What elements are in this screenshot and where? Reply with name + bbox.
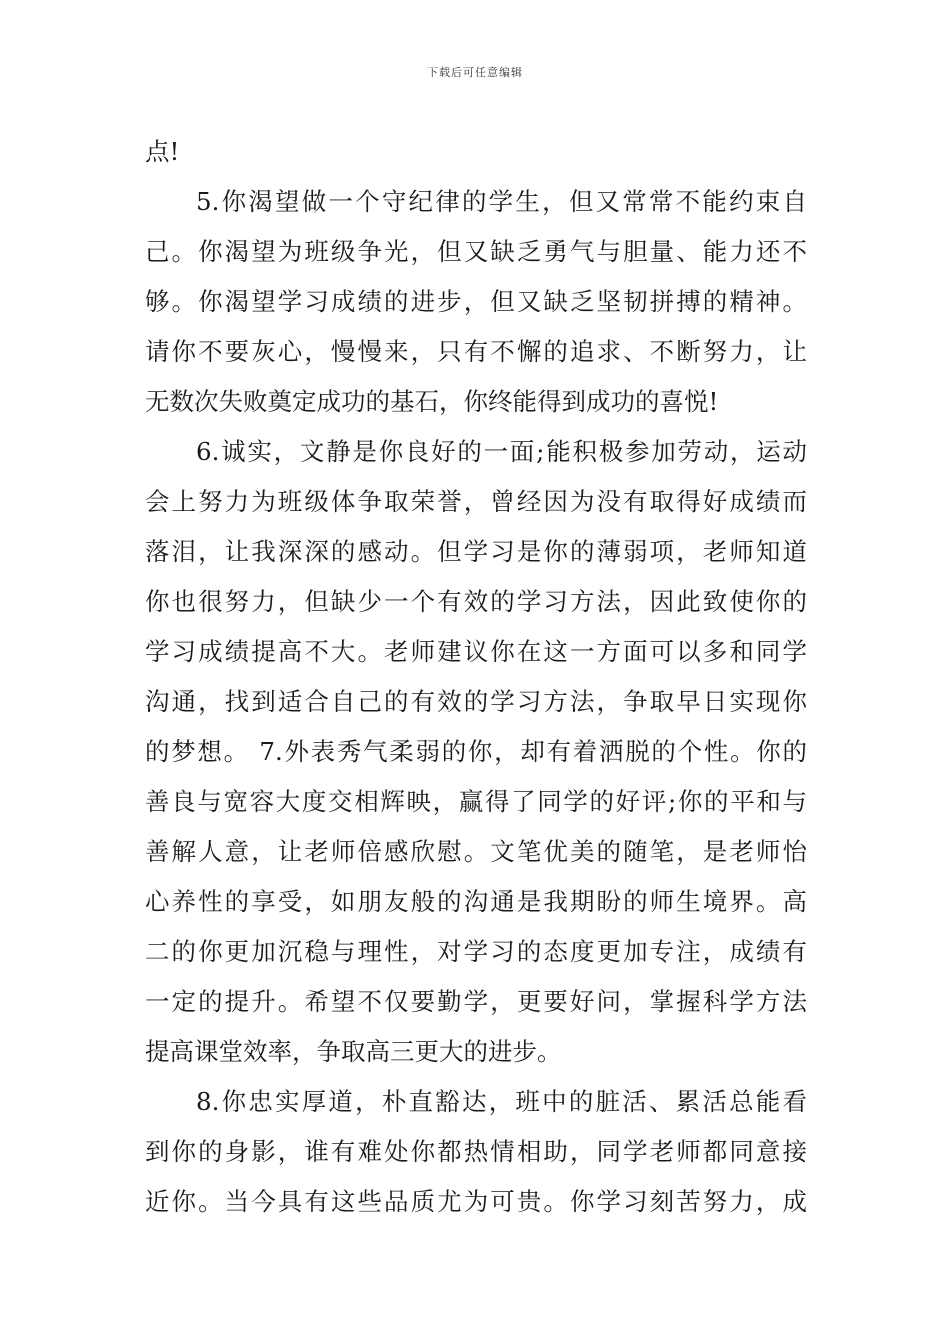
text-line: 近你。当今具有这些品质尤为可贵。你学习刻苦努力，成 [145, 1187, 807, 1216]
text-line: 善良与宽容大度交相辉映，赢得了同学的好评;你的平和与 [145, 787, 807, 816]
text-line: 一定的提升。希望不仅要勤学，更要好问，掌握科学方法 [145, 987, 807, 1016]
text-line: 6.诚实，文静是你良好的一面;能积极参加劳动，运动 [196, 437, 807, 466]
text-line: 提高课堂效率，争取高三更大的进步。 [145, 1037, 562, 1066]
text-line: 的梦想。 7.外表秀气柔弱的你，却有着洒脱的个性。你的 [145, 737, 807, 766]
text-line: 会上努力为班级体争取荣誉，曾经因为没有取得好成绩而 [145, 487, 807, 516]
page-header: 下载后可任意编辑 [427, 66, 523, 79]
text-line: 无数次失败奠定成功的基石，你终能得到成功的喜悦! [145, 387, 719, 416]
text-line: 沟通，找到适合自己的有效的学习方法，争取早日实现你 [145, 687, 807, 716]
paragraph-item-8 [145, 1077, 807, 1227]
paragraph-continuation [145, 127, 807, 177]
text-line: 点! [145, 137, 180, 166]
paragraph-item-5 [145, 177, 807, 427]
paragraph-item-6 [145, 427, 807, 1077]
text-line: 二的你更加沉稳与理性，对学习的态度更加专注，成绩有 [145, 937, 807, 966]
document-body [145, 127, 807, 1227]
text-line: 你也很努力，但缺少一个有效的学习方法，因此致使你的 [145, 587, 807, 616]
text-line: 落泪，让我深深的感动。但学习是你的薄弱项，老师知道 [145, 537, 807, 566]
text-line: 学习成绩提高不大。老师建议你在这一方面可以多和同学 [145, 637, 807, 666]
text-line: 8.你忠实厚道，朴直豁达，班中的脏活、累活总能看 [196, 1087, 807, 1116]
text-line: 5.你渴望做一个守纪律的学生，但又常常不能约束自 [196, 187, 807, 216]
text-line: 己。你渴望为班级争光，但又缺乏勇气与胆量、能力还不 [145, 237, 807, 266]
text-line: 善解人意，让老师倍感欣慰。文笔优美的随笔，是老师怡 [145, 837, 807, 866]
text-line: 到你的身影，谁有难处你都热情相助，同学老师都同意接 [145, 1137, 807, 1166]
text-line: 够。你渴望学习成绩的进步，但又缺乏坚韧拼搏的精神。 [145, 287, 807, 316]
text-line: 请你不要灰心，慢慢来，只有不懈的追求、不断努力，让 [145, 337, 807, 366]
text-line: 心养性的享受，如朋友般的沟通是我期盼的师生境界。高 [145, 887, 807, 916]
